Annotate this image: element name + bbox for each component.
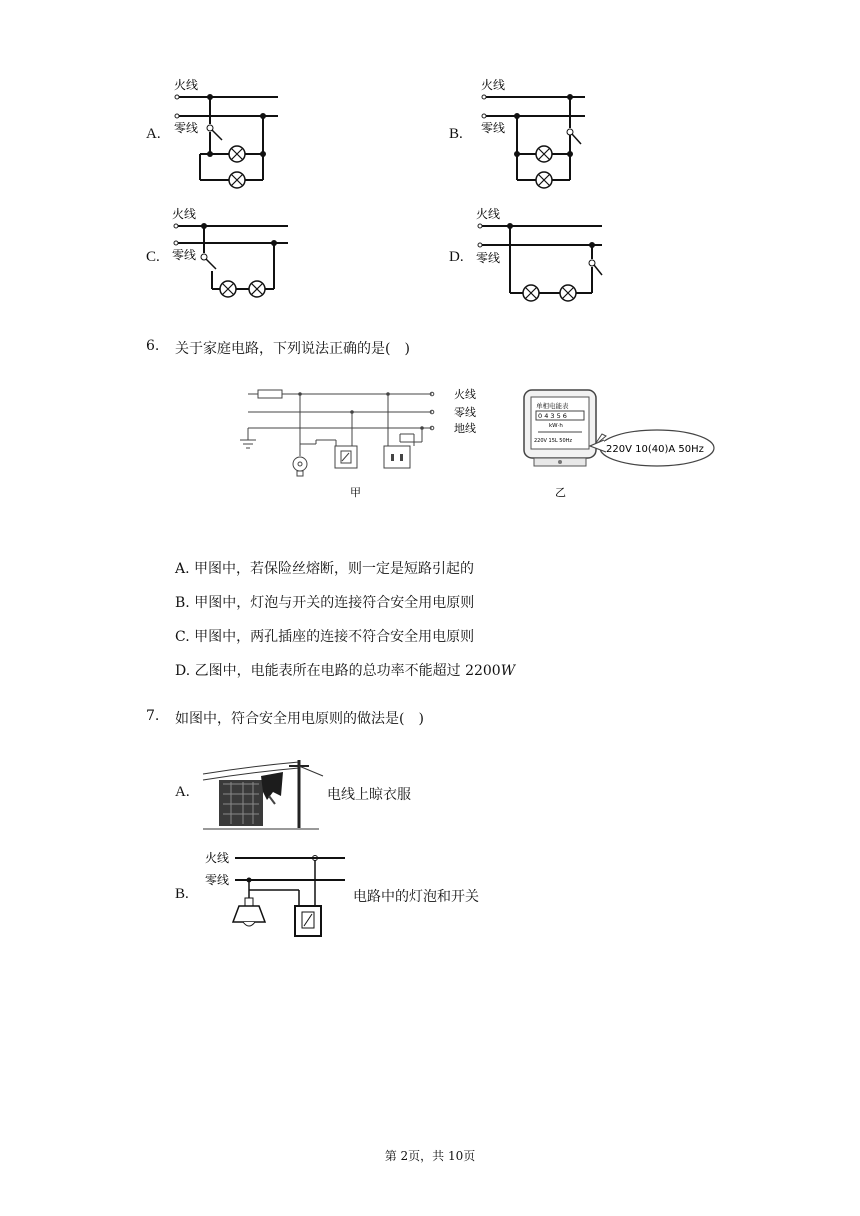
- q7-option-b-text: 电路中的灯泡和开关: [353, 889, 479, 905]
- q6-stem: 关于家庭电路，下列说法正确的是( ): [175, 341, 410, 357]
- yi-caption: 乙: [555, 486, 566, 499]
- meter-digits: 0 4 3 5 6: [538, 412, 567, 420]
- option-a-letter: A.: [146, 126, 161, 142]
- b-neutral-label: 零线: [205, 873, 230, 887]
- circuit-b-diagram: [477, 76, 597, 191]
- live-label: 火线: [476, 207, 501, 221]
- q6-number: 6.: [146, 338, 160, 354]
- jia-live-label: 火线: [454, 388, 476, 401]
- circuit-c-diagram: [170, 205, 290, 300]
- figure-bulb-switch-circuit: [203, 848, 353, 940]
- option-letter: C.: [175, 629, 190, 645]
- figure-clothes-on-wire: [203, 752, 325, 832]
- option-letter: D.: [175, 663, 191, 679]
- b-live-label: 火线: [205, 851, 230, 865]
- circuit-a-diagram: [170, 76, 290, 191]
- unit-w: W: [500, 663, 516, 679]
- circuit-d-diagram: [474, 205, 604, 305]
- neutral-label: 零线: [476, 251, 501, 265]
- option-text: 乙图中，电能表所在电路的总功率不能超过 2200: [194, 663, 501, 679]
- q7-number: 7.: [146, 708, 160, 724]
- option-text: 甲图中，两孔插座的连接不符合安全用电原则: [194, 629, 475, 645]
- figure-yi-meter: [522, 388, 722, 500]
- meter-title: 单相电能表: [536, 402, 569, 410]
- q7-option-b-letter: B.: [175, 886, 189, 902]
- q7-option-a-letter: A.: [175, 784, 190, 800]
- meter-spec: 220V 15L 50Hz: [534, 438, 573, 444]
- q6-option-d[interactable]: [175, 660, 515, 680]
- neutral-label: 零线: [481, 121, 506, 135]
- option-b-letter: B.: [449, 126, 463, 142]
- option-letter: A.: [175, 561, 190, 577]
- neutral-label: 零线: [174, 121, 199, 135]
- q7-option-a-text: 电线上晾衣服: [327, 787, 411, 803]
- q6-option-a[interactable]: [175, 558, 474, 578]
- option-d-letter: D.: [449, 249, 464, 265]
- jia-ground-label: 地线: [454, 422, 476, 435]
- q6-option-b[interactable]: [175, 592, 474, 612]
- q7-stem: 如图中，符合安全用电原则的做法是( ): [175, 711, 424, 727]
- live-label: 火线: [481, 78, 506, 92]
- live-label: 火线: [172, 207, 197, 221]
- jia-caption: 甲: [350, 486, 361, 499]
- option-letter: B.: [175, 595, 190, 611]
- q6-option-c[interactable]: [175, 626, 474, 646]
- live-label: 火线: [174, 78, 199, 92]
- meter-unit: kW·h: [549, 423, 563, 429]
- meter-bubble-text: 220V 10(40)A 50Hz: [606, 444, 704, 455]
- option-text: 甲图中，若保险丝熔断，则一定是短路引起的: [194, 561, 475, 577]
- option-c-letter: C.: [146, 249, 160, 265]
- option-text: 甲图中，灯泡与开关的连接符合安全用电原则: [194, 595, 475, 611]
- page-footer: 第 2页，共 10页: [384, 1149, 476, 1163]
- figure-jia-wiring: [236, 384, 486, 499]
- neutral-label: 零线: [172, 248, 197, 262]
- jia-neutral-label: 零线: [454, 406, 476, 419]
